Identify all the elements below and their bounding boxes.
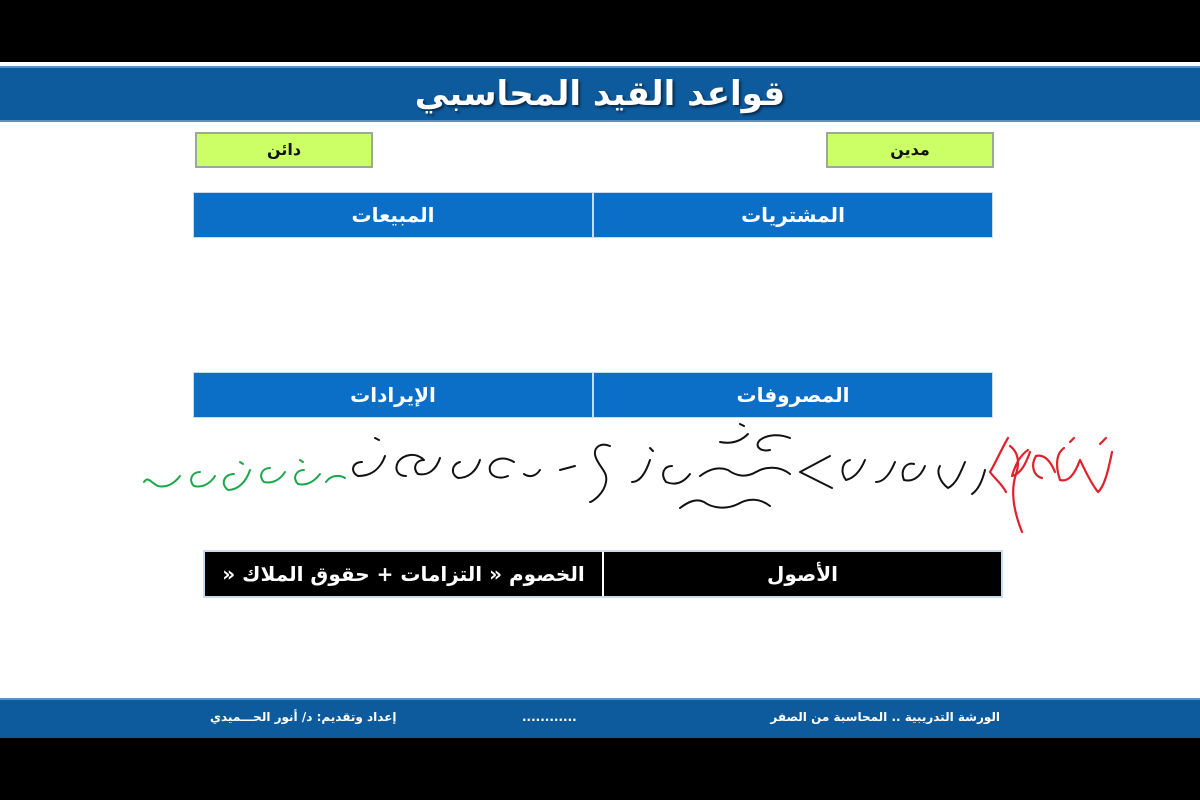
debit-label-box: مدين [826, 132, 994, 168]
slide [0, 62, 1200, 738]
credit-cell: الخصوم « التزامات + حقوق الملاك « [205, 552, 604, 596]
credit-label-box: دائن [195, 132, 373, 168]
green-handwriting [144, 460, 345, 490]
credit-cell: المبيعات [194, 193, 594, 237]
debit-cell: المصروفات [594, 373, 992, 417]
slide-title: قواعد القيد المحاسبي [414, 74, 786, 114]
credit-cell: الإيرادات [194, 373, 594, 417]
footer-author: إعداد وتقديم: د/ أنور الحـــميدي [210, 710, 397, 724]
debit-cell: المشتريات [594, 193, 992, 237]
footer-bar [0, 698, 1200, 738]
footer-dots: ............ [522, 710, 577, 724]
black-handwriting [353, 424, 985, 508]
footer-workshop-title: الورشة التدريبية .. المحاسبة من الصفر [770, 710, 1000, 724]
handwritten-annotation [0, 62, 1200, 738]
debit-cell: الأصول [604, 552, 1001, 596]
red-handwriting [990, 438, 1112, 532]
